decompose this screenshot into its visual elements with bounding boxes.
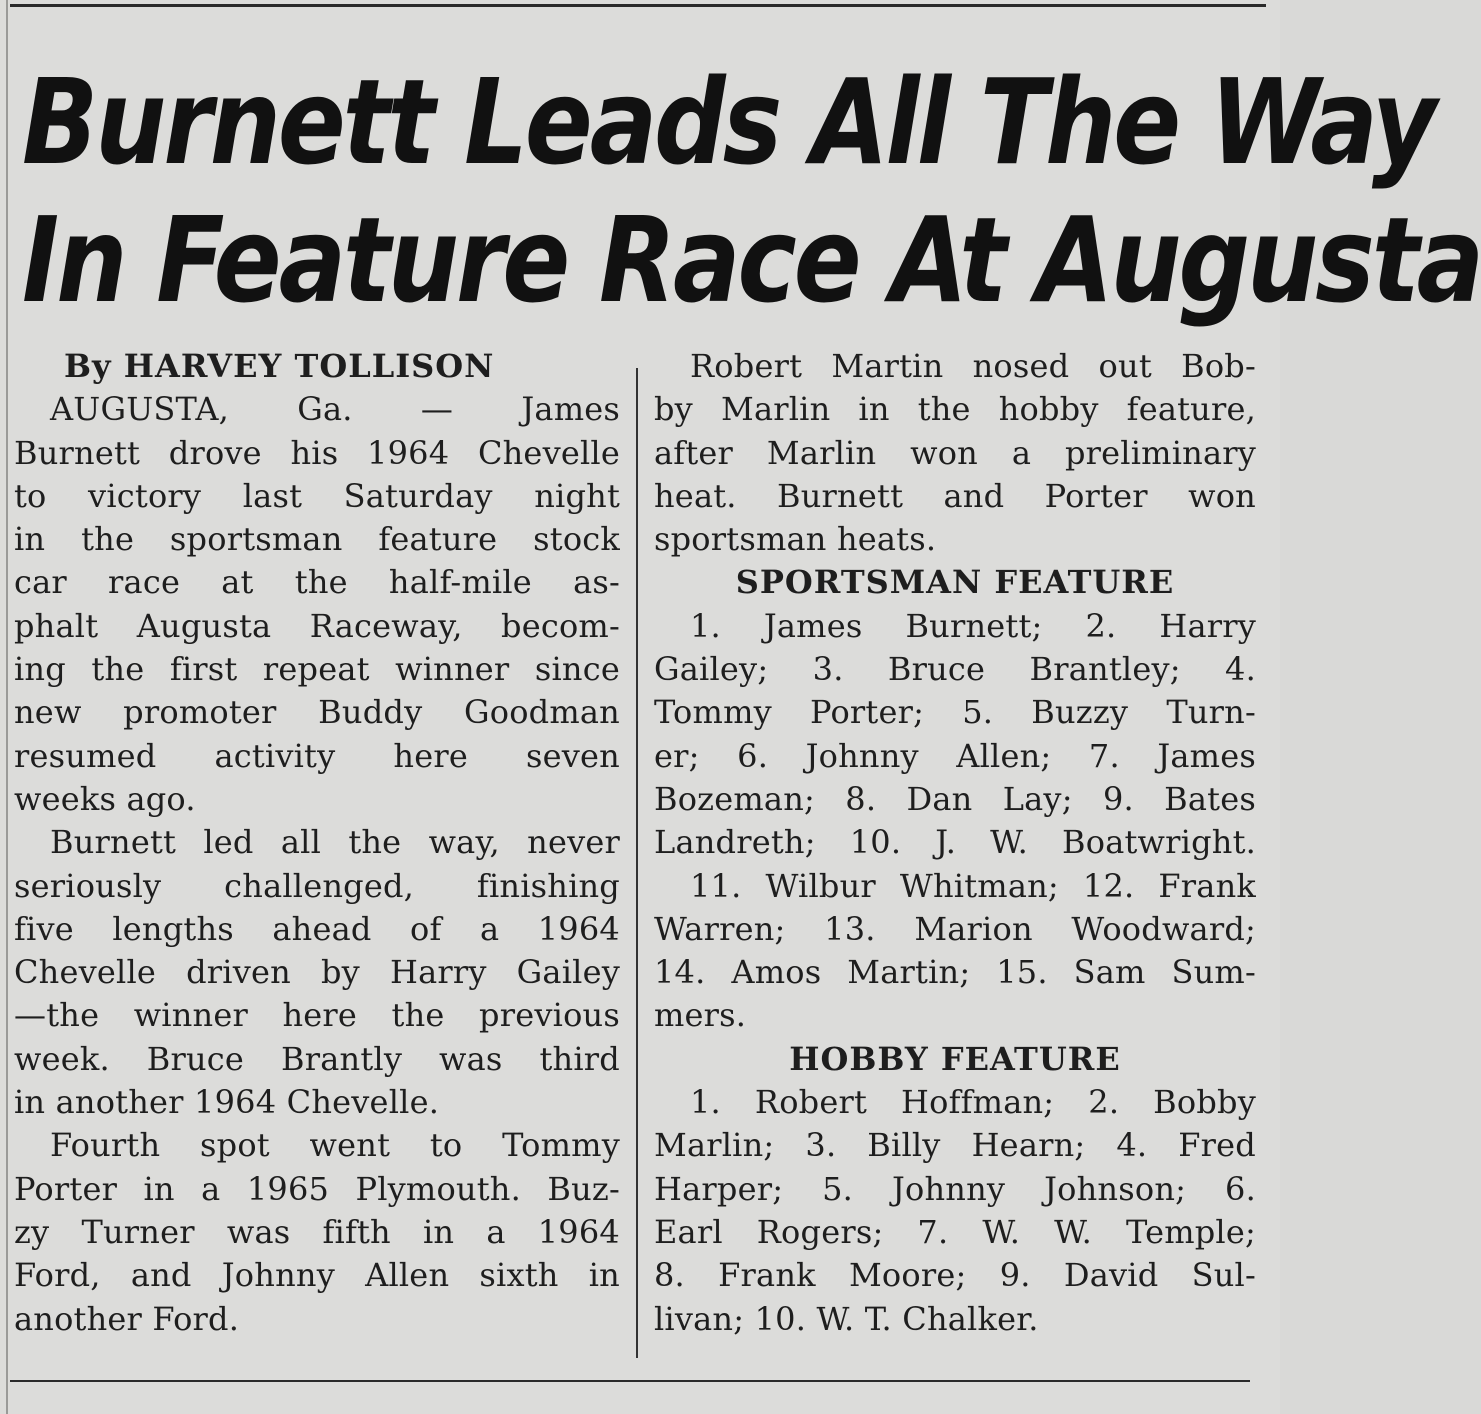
text-line: Chevelle driven by Harry Gailey (14, 953, 620, 992)
text-line: car race at the half-mile as- (14, 563, 620, 602)
text-line: phalt Augusta Raceway, becom- (14, 606, 620, 645)
column-divider (636, 368, 638, 1358)
text-line: mers. (654, 996, 747, 1035)
text-line: weeks ago. (14, 779, 196, 818)
text-line: Bozeman; 8. Dan Lay; 9. Bates (654, 779, 1256, 818)
text-line: seriously challenged, finishing (14, 866, 620, 905)
text-line: Marlin; 3. Billy Hearn; 4. Fred (654, 1126, 1256, 1165)
text-line: Porter in a 1965 Plymouth. Buz- (14, 1169, 620, 1208)
text-line: zy Turner was fifth in a 1964 (14, 1212, 620, 1251)
text-line: in another 1964 Chevelle. (14, 1083, 440, 1122)
text-line: AUGUSTA, Ga. — James (50, 390, 620, 429)
text-line: after Marlin won a preliminary (654, 433, 1256, 472)
right-column-body (654, 345, 1256, 1341)
headline-line-2: In Feature Race At Augusta (22, 191, 1481, 330)
text-line: livan; 10. W. T. Chalker. (654, 1299, 1039, 1338)
text-line: Burnett led all the way, never (50, 823, 620, 862)
text-line: 1. Robert Hoffman; 2. Bobby (690, 1083, 1256, 1122)
text-line: another Ford. (14, 1299, 240, 1338)
headline-line-1: Burnett Leads All The Way (22, 53, 1435, 192)
bottom-rule (10, 1380, 1250, 1382)
text-line: —the winner here the previous (14, 996, 620, 1035)
text-line: 11. Wilbur Whitman; 12. Frank (690, 866, 1256, 905)
left-column-body (14, 388, 620, 1341)
text-line: new promoter Buddy Goodman (14, 693, 620, 732)
text-line: Robert Martin nosed out Bob- (690, 347, 1256, 385)
byline: By HARVEY TOLLISON (64, 347, 495, 385)
text-line: heat. Burnett and Porter won (654, 476, 1256, 515)
text-line: 8. Frank Moore; 9. David Sul- (654, 1256, 1256, 1295)
top-rule (10, 4, 1266, 7)
text-line: sportsman heats. (654, 520, 937, 559)
text-line: resumed activity here seven (14, 736, 620, 775)
text-line: 14. Amos Martin; 15. Sam Sum- (654, 953, 1256, 992)
text-line: five lengths ahead of a 1964 (14, 909, 620, 948)
right-column (654, 345, 1256, 1341)
text-line: Warren; 13. Marion Woodward; (654, 909, 1256, 948)
text-line: to victory last Saturday night (14, 476, 620, 515)
left-column (14, 345, 620, 1341)
text-line: Ford, and Johnny Allen sixth in (14, 1256, 620, 1295)
text-line: Tommy Porter; 5. Buzzy Turn- (654, 693, 1256, 732)
section-heading: SPORTSMAN FEATURE (735, 563, 1175, 602)
text-line: in the sportsman feature stock (14, 520, 620, 559)
text-line: Burnett drove his 1964 Chevelle (14, 433, 620, 472)
text-line: Earl Rogers; 7. W. W. Temple; (654, 1212, 1256, 1251)
left-edge (6, 0, 8, 1414)
text-line: Harper; 5. Johnny Johnson; 6. (654, 1169, 1256, 1208)
text-line: 1. James Burnett; 2. Harry (690, 606, 1256, 645)
text-line: week. Bruce Brantly was third (14, 1039, 620, 1078)
text-line: ing the first repeat winner since (14, 650, 620, 689)
text-line: by Marlin in the hobby feature, (654, 390, 1256, 429)
text-line: Gailey; 3. Bruce Brantley; 4. (654, 650, 1256, 689)
text-line: er; 6. Johnny Allen; 7. James (654, 736, 1256, 775)
section-heading: HOBBY FEATURE (789, 1039, 1121, 1078)
text-line: Fourth spot went to Tommy (50, 1126, 620, 1165)
text-line: Landreth; 10. J. W. Boatwright. (654, 823, 1256, 862)
